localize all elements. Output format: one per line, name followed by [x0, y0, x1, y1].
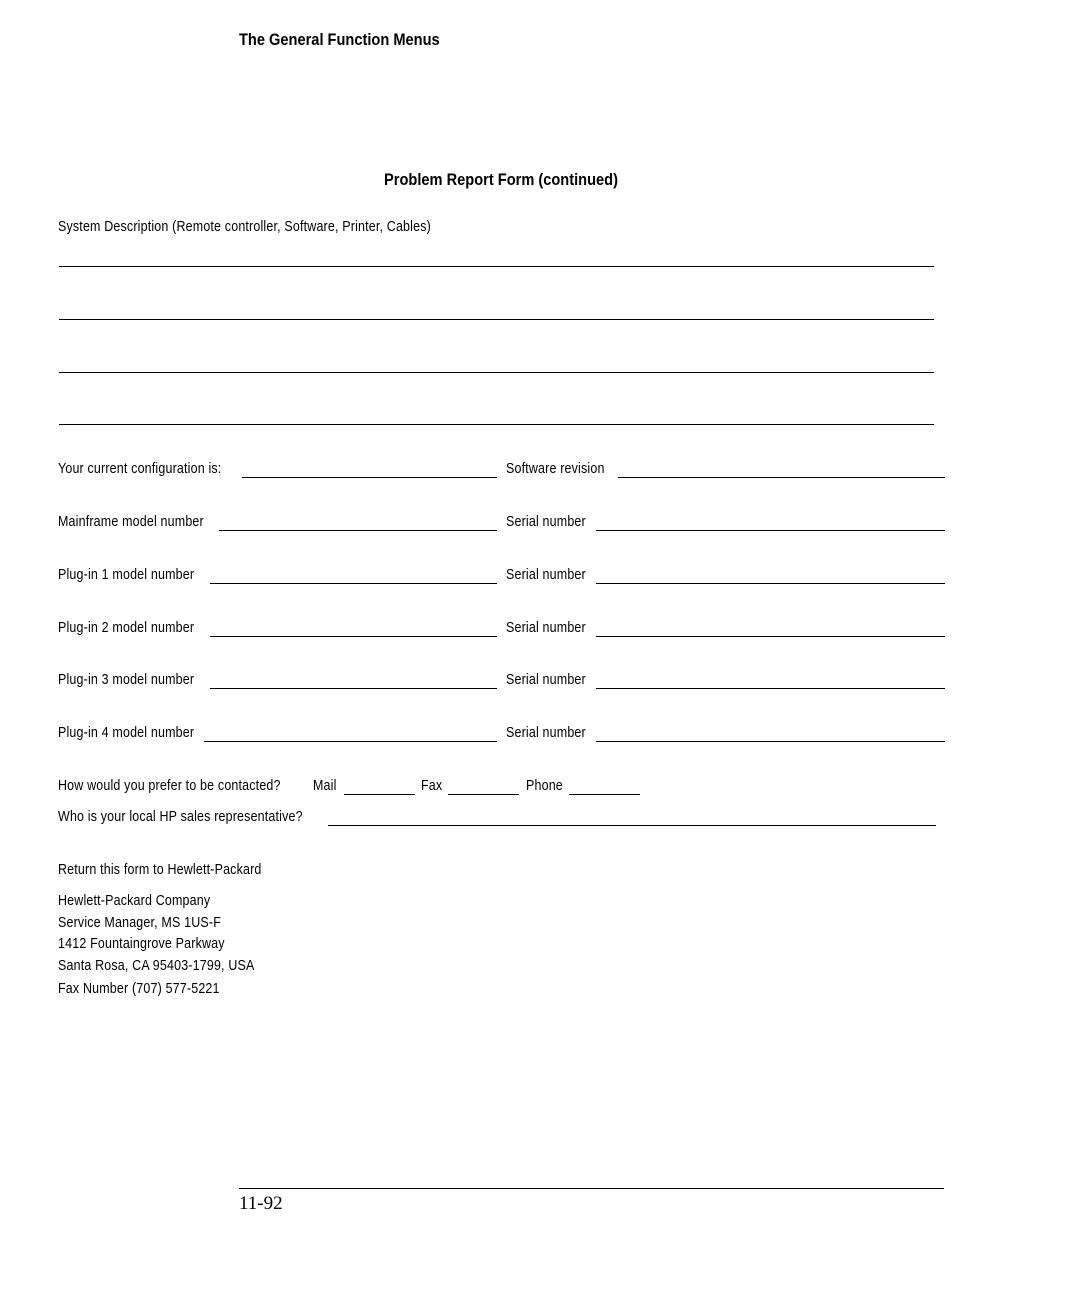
contact-mail-field[interactable]	[344, 794, 415, 795]
sales-rep-field[interactable]	[328, 825, 936, 826]
form-title	[0, 170, 1002, 190]
mainframe-serial-label: Serial number	[506, 514, 586, 530]
address-company: Hewlett-Packard Company	[58, 893, 211, 909]
plugin2-serial-label: Serial number	[506, 620, 586, 636]
address-department: Service Manager, MS 1US-F	[58, 915, 222, 931]
plugin4-serial-field[interactable]	[596, 741, 945, 742]
system-description-line-3[interactable]	[59, 372, 934, 373]
page-number: 11-92	[239, 1193, 283, 1214]
plugin2-model-label: Plug-in 2 model number	[58, 620, 195, 636]
contact-fax-field[interactable]	[448, 794, 519, 795]
plugin2-serial-field[interactable]	[596, 636, 945, 637]
plugin3-serial-field[interactable]	[596, 688, 945, 689]
mainframe-serial-field[interactable]	[596, 530, 945, 531]
address-street: 1412 Fountaingrove Parkway	[58, 936, 225, 952]
plugin3-serial-label: Serial number	[506, 672, 586, 688]
system-description-line-2[interactable]	[59, 319, 934, 320]
software-revision-label: Software revision	[506, 461, 605, 477]
plugin2-model-field[interactable]	[210, 636, 497, 637]
contact-fax-label: Fax	[421, 778, 443, 794]
mainframe-model-field[interactable]	[219, 530, 497, 531]
mainframe-model-label: Mainframe model number	[58, 514, 204, 530]
current-configuration-field[interactable]	[242, 477, 497, 478]
contact-question-label: How would you prefer to be contacted?	[58, 778, 281, 794]
plugin3-model-field[interactable]	[210, 688, 497, 689]
plugin4-serial-label: Serial number	[506, 725, 586, 741]
plugin1-serial-label: Serial number	[506, 567, 586, 583]
software-revision-field[interactable]	[618, 477, 945, 478]
contact-mail-label: Mail	[313, 778, 337, 794]
plugin3-model-label: Plug-in 3 model number	[58, 672, 195, 688]
return-instruction: Return this form to Hewlett-Packard	[58, 862, 262, 878]
plugin1-model-label: Plug-in 1 model number	[58, 567, 195, 583]
system-description-line-1[interactable]	[59, 266, 934, 267]
plugin4-model-label: Plug-in 4 model number	[58, 725, 195, 741]
sales-rep-label: Who is your local HP sales representative?	[58, 809, 303, 825]
address-city: Santa Rosa, CA 95403-1799, USA	[58, 958, 255, 974]
contact-phone-label: Phone	[526, 778, 563, 794]
contact-phone-field[interactable]	[569, 794, 640, 795]
plugin1-model-field[interactable]	[210, 583, 497, 584]
footer-rule	[239, 1188, 944, 1189]
system-description-label: System Description (Remote controller, Software, Printer, Cables)	[58, 219, 431, 235]
address-fax: Fax Number (707) 577-5221	[58, 981, 220, 997]
system-description-line-4[interactable]	[59, 424, 934, 425]
current-configuration-label: Your current configuration is:	[58, 461, 222, 477]
plugin1-serial-field[interactable]	[596, 583, 945, 584]
plugin4-model-field[interactable]	[204, 741, 497, 742]
running-header-title: The General Function Menus	[239, 30, 440, 49]
form-title-text: Problem Report Form (continued)	[384, 170, 618, 189]
